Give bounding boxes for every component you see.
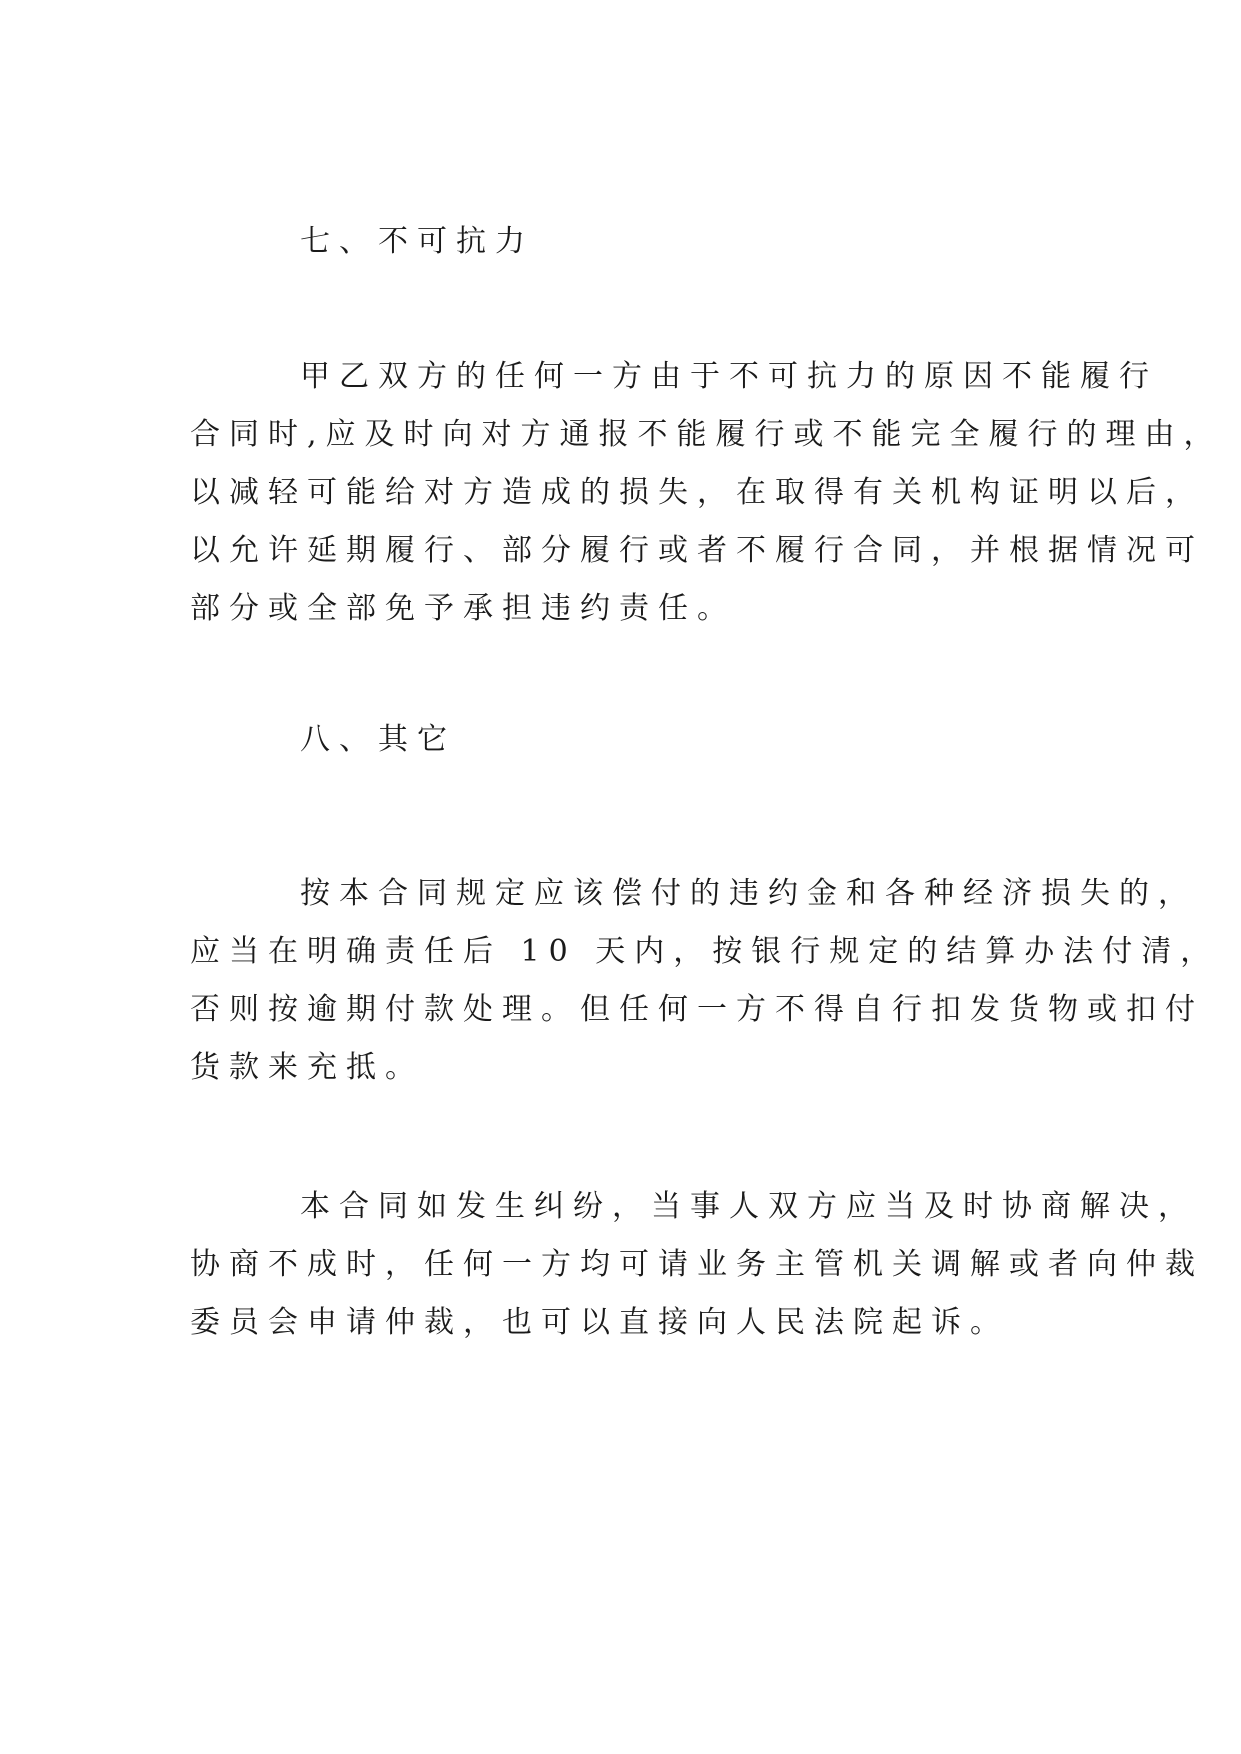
paragraph-line: 委员会申请仲裁，也可以直接向人民法院起诉。 [190,1305,1009,1340]
paragraph-line: 甲乙双方的任何一方由于不可抗力的原因不能履行 [300,359,1158,394]
paragraph-line: 按本合同规定应该偿付的违约金和各种经济损失的， [300,876,1197,911]
paragraph-disputes [190,1178,1204,1352]
paragraph-line: 应当在明确责任后 10 天内，按银行规定的结算办法付清， [190,934,1220,969]
paragraph-line: 部分或全部免予承担违约责任。 [190,591,736,626]
paragraph-line: 合同时,应及时向对方通报不能履行或不能完全履行的理由， [190,417,1223,452]
paragraph-force-majeure [190,348,1223,638]
section-heading-force-majeure: 七、不可抗力 [300,224,534,259]
paragraph-line: 以减轻可能给对方造成的损失，在取得有关机构证明以后， [190,475,1204,510]
paragraph-line: 否则按逾期付款处理。但任何一方不得自行扣发货物或扣付 [190,992,1204,1027]
paragraph-line: 货款来充抵。 [190,1050,424,1085]
paragraph-line: 以允许延期履行、部分履行或者不履行合同，并根据情况可 [190,533,1204,568]
paragraph-line: 协商不成时，任何一方均可请业务主管机关调解或者向仲裁 [190,1247,1204,1282]
section-heading-other: 八、其它 [300,722,456,757]
paragraph-settlement [190,865,1220,1097]
paragraph-line: 本合同如发生纠纷，当事人双方应当及时协商解决， [300,1189,1197,1224]
